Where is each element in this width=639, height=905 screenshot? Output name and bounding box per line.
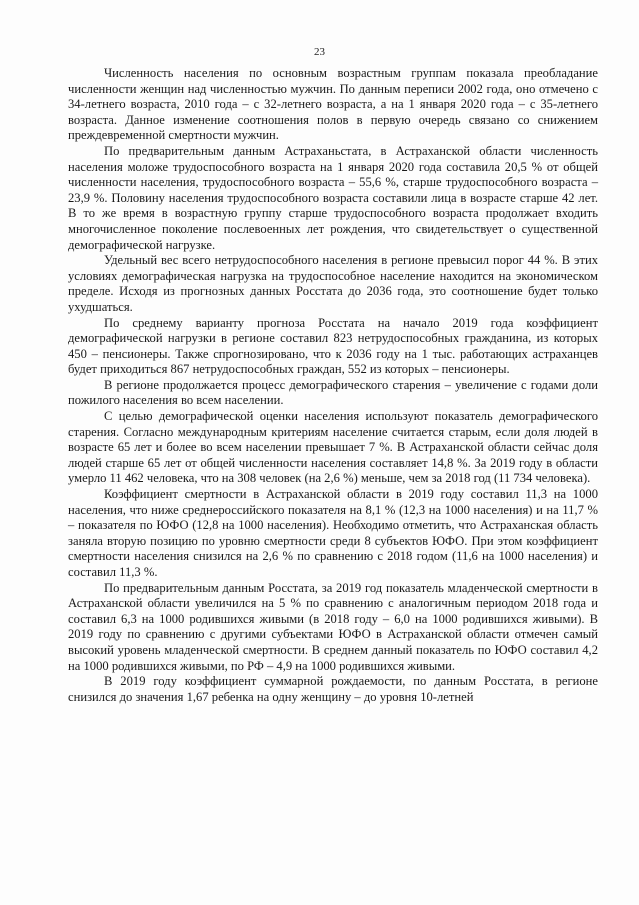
page-number: 23 (314, 46, 325, 58)
body-text (68, 66, 598, 705)
paragraph: Коэффициент смертности в Астраханской области в 2019 году составил 11,3 на 1000 населения, что ниже среднероссийского показателя на 8,1 % (12,3 на 1000 населения) и на 11,7 % – показателя по ЮФО (12,8 на 1000 населения). Необходимо отметить, что Астраханская область заняла вторую позицию по уровню смертности среди 8 субъектов ЮФО. При этом коэффициент смертности населения снизился на 2,6 % по сравнению с 2018 годом (11,6 на 1000 населения) и составил 11,3 %. (68, 487, 598, 579)
paragraph: В регионе продолжается процесс демографического старения – увеличение с годами доли пожилого населения во всем населении. (68, 377, 598, 408)
paragraph: По предварительным данным Росстата, за 2019 год показатель младенческой смертности в Астраханской области увеличился на 5 % по сравнению с аналогичным периодом 2018 года и составил 6,3 на 1000 родившихся живыми (в 2018 году – 6,0 на 1000 родившихся живыми). В 2019 году по сравнению с другими субъектами ЮФО в Астраханской области отмечен самый высокий уровень младенческой смертности. В среднем данный показатель по ЮФО составил 4,2 на 1000 родившихся живыми, по РФ – 4,9 на 1000 родившихся живыми. (68, 580, 598, 673)
paragraph: По среднему варианту прогноза Росстата на начало 2019 года коэффициент демографической нагрузки в регионе составил 823 нетрудоспособных гражданина, из которых 450 – пенсионеры. Также спрогнозировано, что к 2036 году на 1 тыс. работающих астраханцев будет приходиться 867 нетрудоспособных граждан, 552 из которых – пенсионеры. (68, 315, 598, 377)
paragraph: В 2019 году коэффициент суммарной рождаемости, по данным Росстата, в регионе снизился до значения 1,67 ребенка на одну женщину – до уровня 10-летней (68, 674, 598, 704)
paragraph: По предварительным данным Астраханьстата, в Астраханской области численность населения моложе трудоспособного возраста на 1 января 2020 года составила 20,5 % от общей численности населения, трудоспособного возраста – 55,6 %, старше трудоспособного возраста – 23,9 %. Половину населения трудоспособного возраста составили лица в возрасте старше 42 лет. В то же время в возрастную группу старше трудоспособного возраста продолжает входить многочисленное поколение послевоенных лет рождения, что свидетельствует о существенной демографической нагрузке. (68, 143, 598, 252)
paragraph: Удельный вес всего нетрудоспособного населения в регионе превысил порог 44 %. В этих условиях демографическая нагрузка на трудоспособное население находится на экономическом пределе. Исходя из прогнозных данных Росстата до 2036 года, это соотношение будет только ухудшаться. (68, 253, 598, 314)
paragraph: Численность населения по основным возрастным группам показала преобладание численности женщин над численностью мужчин. По данным переписи 2002 года, оно отмечено с 34-летнего возраста, 2010 года – с 32-летнего возраста, а на 1 января 2020 года – с 35-летнего возраста. Данное изменение соотношения полов в первую очередь связано со снижением преждевременной смертности мужчин. (68, 66, 598, 143)
paragraph: С целью демографической оценки населения используют показатель демографического старения. Согласно международным критериям население считается старым, если доля людей в возрасте 65 лет и более во всем населении превышает 7 %. В Астраханской области сейчас доля людей старше 65 лет от общей численности населения составляет 14,8 %. За 2019 году в области умерло 11 462 человека, что на 308 человек (на 2,6 %) меньше, чем за 2018 год (11 734 человека). (68, 409, 598, 486)
